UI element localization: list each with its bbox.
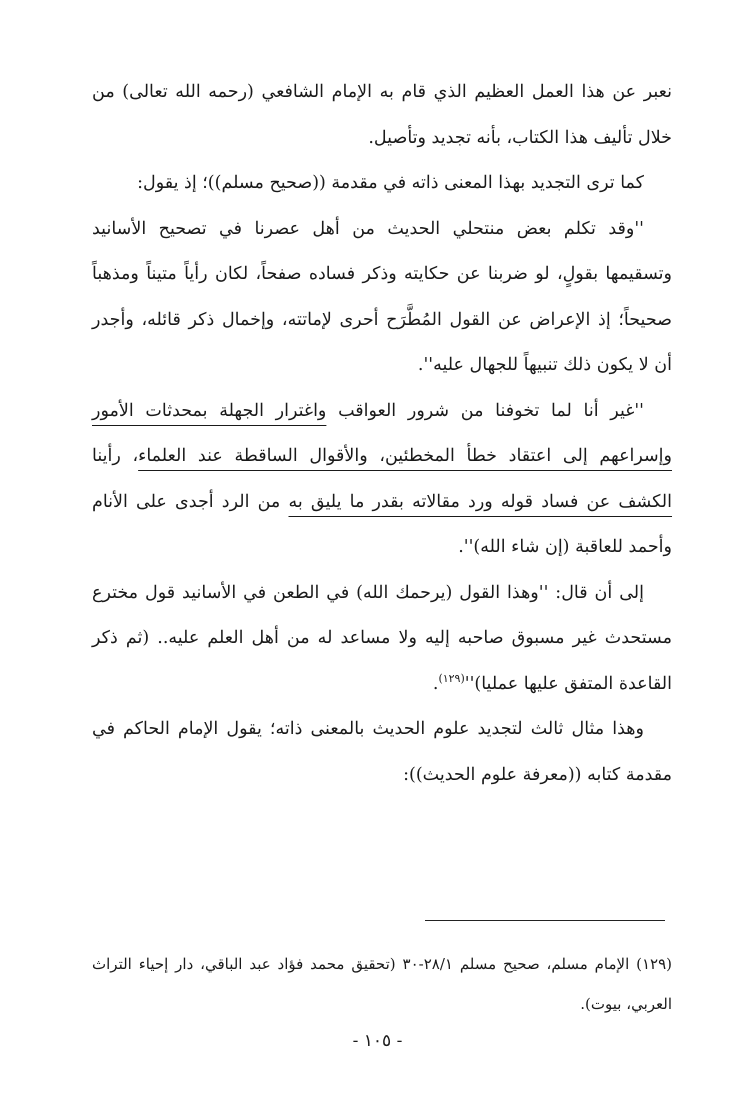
quote-text-end: من الرد أجدى على الأنام وأحمد للعاقبة (إن شاء الله)''. bbox=[92, 491, 672, 557]
footnote-text: (١٢٩) الإمام مسلم، صحيح مسلم ٢٨/١-٣٠ (تحقيق محمد فؤاد عبد الباقي، دار إحياء التراث العربي، بيوت). bbox=[92, 955, 672, 1013]
quote-paragraph-2 bbox=[92, 389, 672, 571]
footnote bbox=[92, 944, 672, 1024]
paragraph-2: كما ترى التجديد بهذا المعنى ذاته في مقدمة ((صحيح مسلم))؛ إذ يقول: bbox=[137, 173, 644, 193]
quote-text-start: ''غير أنا لما تخوفنا من شرور العواقب bbox=[326, 400, 644, 421]
quote-text: إلى أن قال: ''وهذا القول (يرحمك الله) في الطعن في الأسانيد قول مخترع مستحدث غير مسبوق صاحبه إليه ولا مساعد له من أهل العلم عليه.. (ثم ذكر القاعدة المتفق عليها عمليا)'' bbox=[92, 582, 672, 694]
quote-text-middle: ، رأينا bbox=[92, 446, 139, 466]
paragraph-1: نعبر عن هذا العمل العظيم الذي قام به الإمام الشافعي (رحمه الله تعالى) من خلال تأليف هذا الكتاب، بأنه تجديد وتأصيل. bbox=[92, 82, 672, 148]
underlined-phrase-1: واغترار الجهلة بمحدثات الأمور وإسراعهم إلى اعتقاد خطأ المخطئين، والأقوال الساقطة عند العلماء bbox=[92, 400, 672, 466]
underlined-phrase-2: الكشف عن فساد قوله ورد مقالاته بقدر ما يليق به bbox=[288, 491, 673, 512]
body-text bbox=[92, 70, 672, 798]
page-number: - ١٠٥ - bbox=[352, 1031, 403, 1051]
paragraph-6: وهذا مثال ثالث لتجديد علوم الحديث بالمعنى ذاته؛ يقول الإمام الحاكم في مقدمة كتابه ((معرفة علوم الحديث)): bbox=[92, 719, 672, 785]
sentence-end: . bbox=[432, 673, 439, 694]
quote-paragraph-1: ''وقد تكلم بعض منتحلي الحديث من أهل عصرنا في تصحيح الأسانيد وتسقيمها بقولٍ، لو ضربنا عن حكايته وذكر فساده صفحاً، لكان رأياً متيناً ومذهباً صحيحاً؛ إذ الإعراض عن القول المُطَّرَح أحرى لإماتته، وإخمال ذكر قائله، وأجدر أن لا يكون ذلك تنبيهاً للجهال عليه''. bbox=[92, 218, 672, 375]
paragraph-5 bbox=[92, 571, 672, 708]
footnote-divider bbox=[425, 920, 665, 921]
footnote-reference[interactable]: (١٢٩) bbox=[438, 671, 465, 685]
